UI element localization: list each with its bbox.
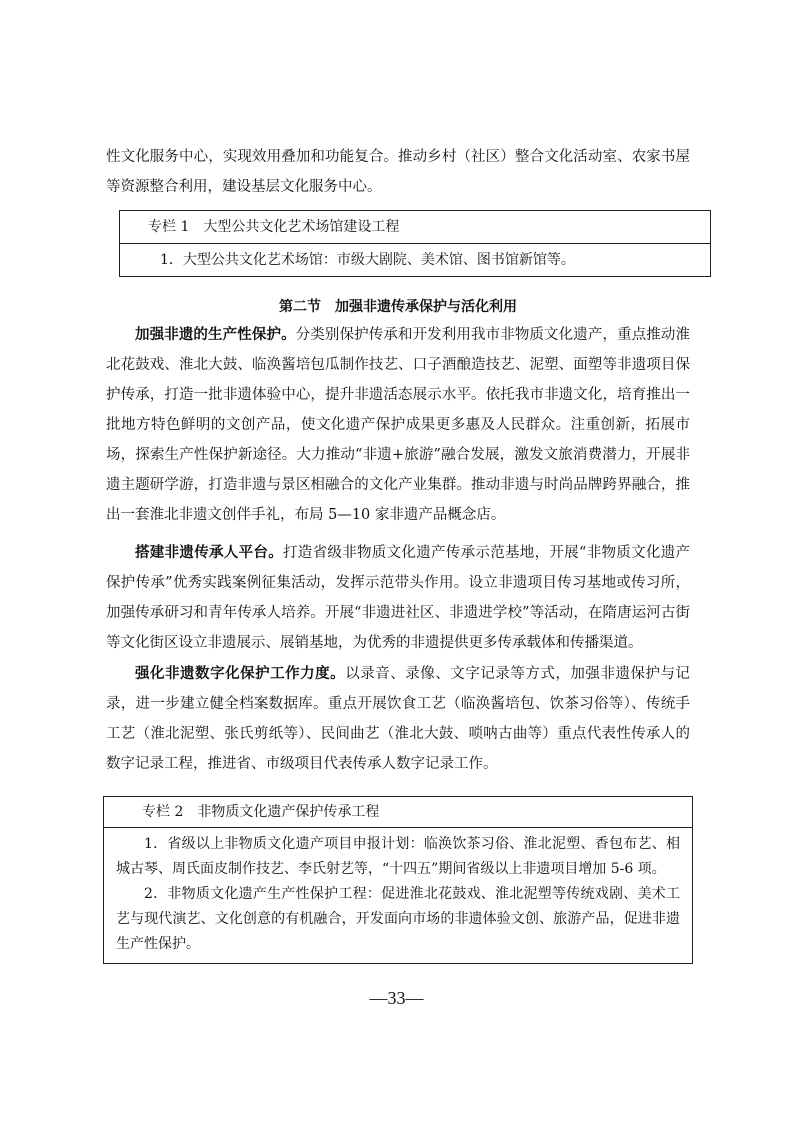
feature-box-2 [103, 796, 693, 964]
feature-box-1 [119, 210, 711, 277]
paragraph-digital-protection [106, 659, 690, 779]
paragraph-lead: 搭建非遗传承人平台。 [135, 544, 283, 561]
paragraph-lead: 强化非遗数字化保护工作力度。 [135, 665, 346, 682]
paragraph-lead: 加强非遗的生产性保护。 [135, 326, 296, 343]
paragraph-body: 分类别保护传承和开发利用我市非物质文化遗产，重点推动淮北花鼓戏、淮北大鼓、临涣酱培包瓜制作技艺、口子酒酿造技艺、泥塑、面塑等非遗项目保护传承，打造一批非遗体验中心，提升非遗活态展示水平。依托我市非遗文化，培育推出一批地方特色鲜明的文创产品，使文化遗产保护成果更多惠及人民群众。注重创新，拓展市场，探索生产性保护新途径。大力推动“非遗+旅游”融合发展，激发文旅消费潜力，开展非遗主题研学游，打造非遗与景区相融合的文化产业集群。推动非遗与时尚品牌跨界融合，推出一套淮北非遗文创伴手礼，布局 5—10 家非遗产品概念店。 [106, 327, 691, 523]
page-number: —33— [369, 988, 424, 1008]
paragraph-inheritor-platform [106, 538, 690, 658]
feature-box-2-item: 1．省级以上非物质文化遗产项目申报计划：临涣饮茶习俗、淮北泥塑、香包布艺、相城古琴、周氏面皮制作技艺、李氏射艺等，“十四五”期间省级以上非遗项目增加 5-6 项。 [116, 836, 680, 877]
feature-box-2-body [104, 828, 692, 963]
feature-box-2-item: 2．非物质文化遗产生产性保护工程：促进淮北花鼓戏、淮北泥塑等传统戏剧、美术工艺与现代演艺、文化创意的有机融合，开发面向市场的非遗体验文创、旅游产品，促进非遗生产性保护。 [116, 886, 680, 952]
intro-paragraph: 性文化服务中心，实现效用叠加和功能复合。推动乡村（社区）整合文化活动室、农家书屋等资源整合利用，建设基层文化服务中心。 [106, 149, 690, 195]
feature-box-1-title: 专栏 1 大型公共文化艺术场馆建设工程 [120, 211, 710, 244]
paragraph-body: 打造省级非物质文化遗产传承示范基地，开展“非物质文化遗产保护传承”优秀实践案例征集活动，发挥示范带头作用。设立非遗项目传习基地或传习所，加强传承研习和青年传承人培养。开展“非遗进社区、非遗进学校”等活动，在隋唐运河古街等文化街区设立非遗展示、展销基地，为优秀的非遗提供更多传承载体和传播渠道。 [106, 545, 690, 651]
feature-box-2-title: 专栏 2 非物质文化遗产保护传承工程 [104, 797, 692, 828]
section-title: 第二节 加强非遗传承保护与活化利用 [279, 299, 517, 315]
paragraph-body: 以录音、录像、文字记录等方式，加强非遗保护与记录，进一步建立健全档案数据库。重点开展饮食工艺（临涣酱培包、饮茶习俗等）、传统手工艺（淮北泥塑、张氏剪纸等）、民间曲艺（淮北大鼓、唢呐古曲等）重点代表性传承人的数字记录工程，推进省、市级项目代表传承人数字记录工作。 [106, 666, 691, 772]
paragraph-production-protection [106, 320, 690, 530]
feature-box-1-item: 1．大型公共文化艺术场馆：市级大剧院、美术馆、图书馆新馆等。 [160, 252, 575, 268]
